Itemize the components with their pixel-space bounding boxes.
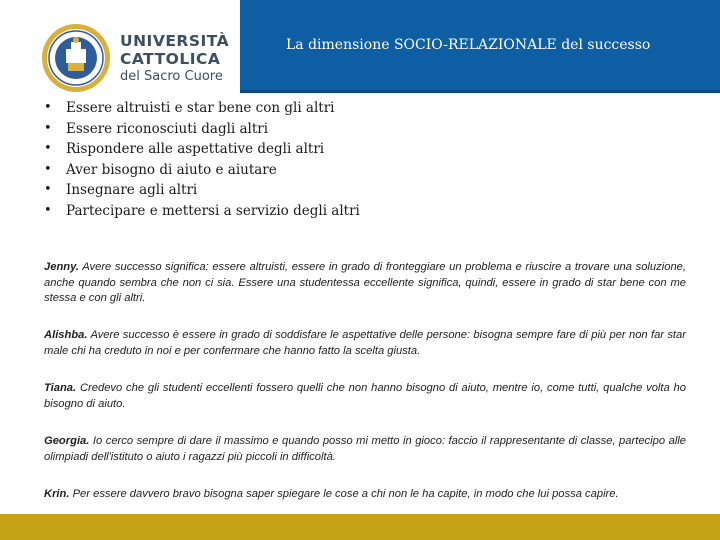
bullet-text: Insegnare agli altri bbox=[66, 182, 198, 198]
quote-text: Io cerco sempre di dare il massimo e quando posso mi metto in gioco: faccio il rappresentante di classe, partecipo alle olimpiadi dell'istituto o aiuto i ragazzi più piccoli in difficoltà. bbox=[44, 435, 687, 463]
bullet-item bbox=[44, 139, 360, 160]
bullet-marker: • bbox=[44, 202, 52, 218]
logo-line-1: UNIVERSITÀ bbox=[120, 32, 230, 50]
quote-paragraph bbox=[44, 381, 686, 412]
bullet-text: Partecipare e mettersi a servizio degli altri bbox=[66, 202, 360, 219]
bullet-marker: • bbox=[44, 161, 52, 177]
bullet-marker: • bbox=[44, 100, 52, 115]
bullet-marker: • bbox=[44, 120, 52, 136]
university-seal-icon bbox=[40, 22, 112, 94]
quote-author: Krin. bbox=[44, 488, 70, 500]
bullet-list bbox=[44, 98, 360, 221]
quote-paragraph bbox=[44, 487, 686, 503]
bullet-marker: • bbox=[44, 182, 52, 197]
bullet-marker: • bbox=[44, 141, 52, 156]
logo-line-2: CATTOLICA bbox=[120, 49, 221, 68]
university-name bbox=[120, 34, 238, 83]
quote-text: Credevo che gli studenti eccellenti fossero quelli che non hanno bisogno di aiuto, mentre io, come tutti, qualche volta ho bisogno di aiuto. bbox=[44, 382, 686, 410]
bullet-item bbox=[44, 160, 360, 181]
quote-text: Avere successo è essere in grado di soddisfare le aspettative delle persone: bisogna sempre fare di più per non far star male chi ha creduto in noi e per confermare che hanno fatto la scelta giusta. bbox=[44, 329, 686, 357]
bullet-text: Essere altruisti e star bene con gli altri bbox=[66, 100, 335, 116]
quote-paragraph bbox=[44, 260, 686, 307]
quote-author: Jenny. bbox=[44, 261, 80, 273]
logo-line-3: del Sacro Cuore bbox=[120, 69, 223, 84]
slide-title: La dimensione SOCIO-RELAZIONALE del successo bbox=[286, 37, 651, 53]
quote-text: Avere successo significa: essere altruisti, essere in grado di fronteggiare un problema e riuscire a trovare una soluzione, anche quando sembra che non ci sia. Essere una studentessa eccellente significa, quindi, essere in grado di star bene con me stessa e con gli altri. bbox=[44, 261, 686, 304]
slide-header bbox=[240, 0, 720, 93]
bullet-text: Essere riconosciuti dagli altri bbox=[66, 120, 269, 137]
quote-paragraph bbox=[44, 328, 686, 359]
bullet-item bbox=[44, 201, 360, 222]
quote-paragraph bbox=[44, 434, 686, 465]
quote-author: Tiana. bbox=[44, 382, 77, 394]
bullet-item bbox=[44, 98, 360, 119]
quote-author: Georgia. bbox=[44, 435, 90, 447]
bullet-item bbox=[44, 180, 360, 201]
bullet-text: Aver bisogno di aiuto e aiutare bbox=[66, 161, 277, 178]
bullet-text: Rispondere alle aspettative degli altri bbox=[66, 141, 325, 157]
quote-text: Per essere davvero bravo bisogna saper spiegare le cose a chi non le ha capite, in modo che lui possa capire. bbox=[72, 488, 619, 500]
footer-bar bbox=[0, 514, 720, 540]
university-logo bbox=[0, 0, 240, 92]
bullet-item bbox=[44, 119, 360, 140]
quote-author: Alishba. bbox=[44, 329, 88, 341]
